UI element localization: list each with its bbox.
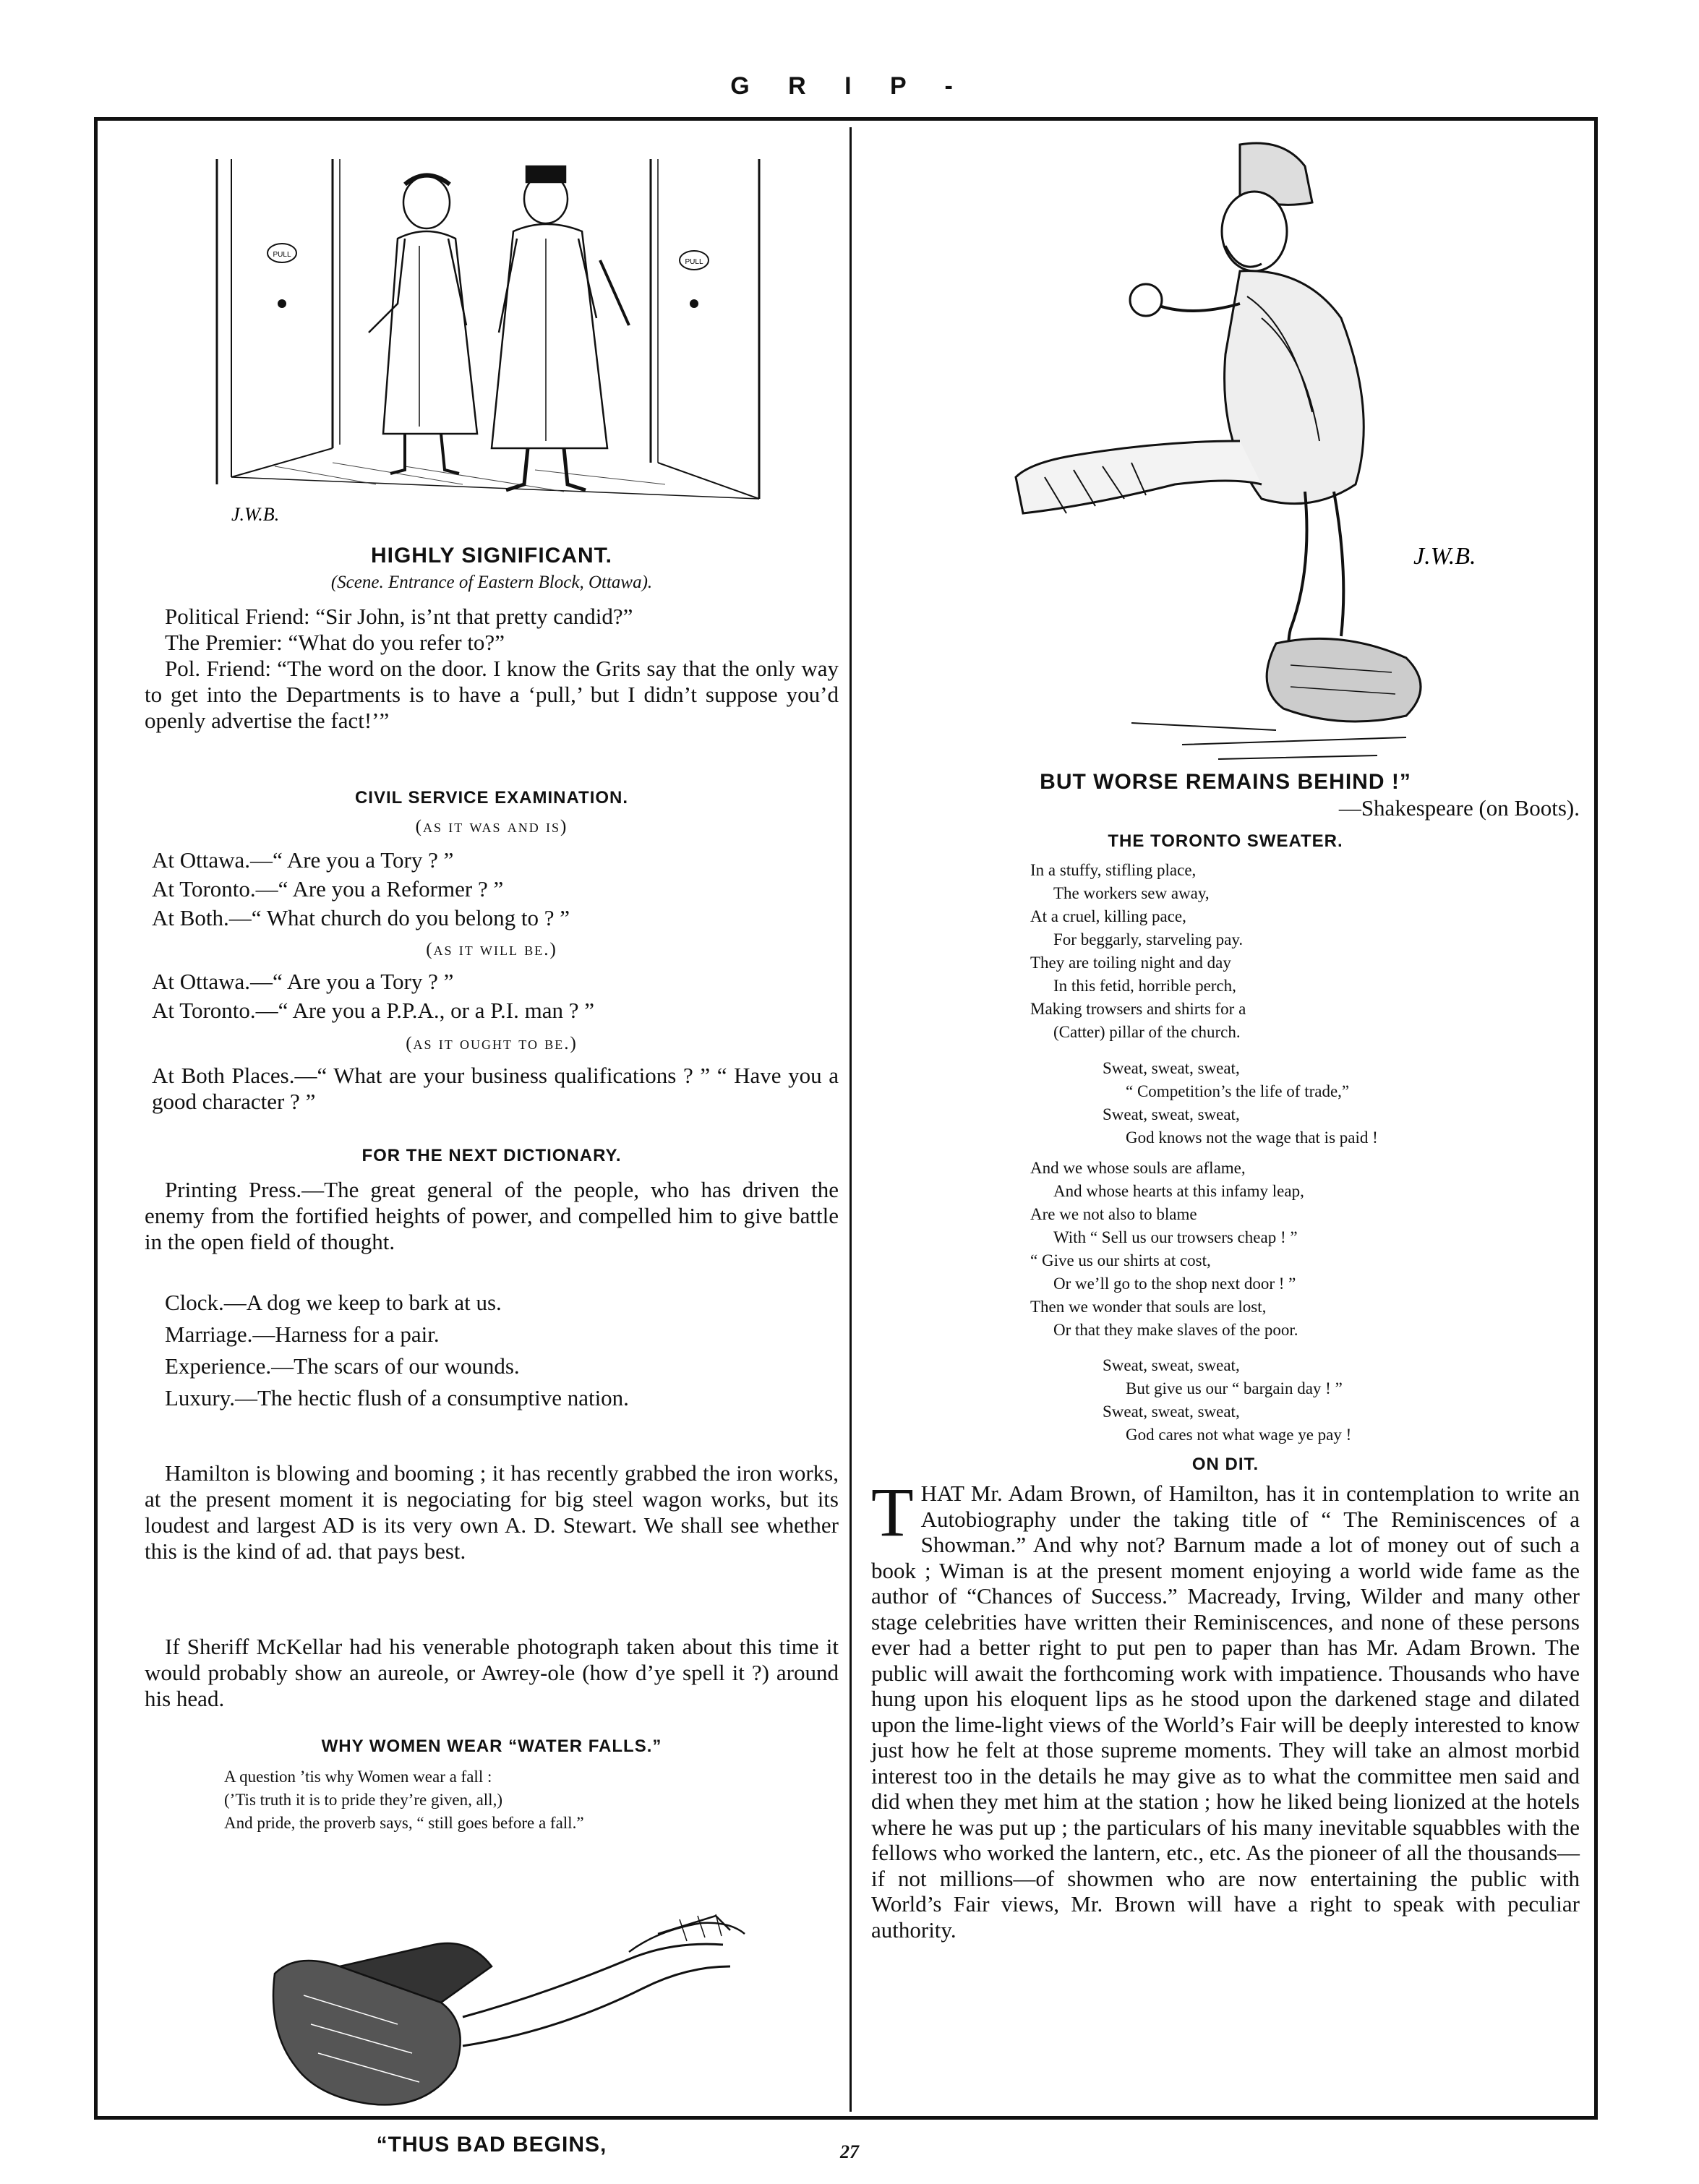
poem-line: God knows not the wage that is paid ! — [1126, 1129, 1378, 1147]
civil-service-block1 — [152, 846, 839, 933]
worse-remains-attribution: —Shakespeare (on Boots). — [1338, 795, 1580, 821]
civil-service-block2 — [152, 967, 839, 1025]
dictionary-entries — [165, 1287, 837, 1414]
dictionary-entry: Marriage.—Harness for a pair. — [165, 1322, 440, 1347]
poem-line: With “ Sell us our trowsers cheap ! ” — [1053, 1228, 1298, 1246]
dictionary-entry: Luxury.—The hectic flush of a consumptive nation. — [165, 1385, 629, 1410]
highly-significant-dialogue — [145, 604, 839, 734]
page-number: 27 — [840, 2141, 859, 2162]
verse-line: A question ’tis why Women wear a fall : — [224, 1768, 492, 1786]
poem-line: “ Competition’s the life of trade,” — [1126, 1082, 1350, 1100]
verse-line: And pride, the proverb says, “ still goes before a fall.” — [224, 1814, 584, 1832]
cartoon-running-tramp — [1001, 137, 1522, 766]
exam-line: At Ottawa.—“ Are you a Tory ? ” — [152, 969, 454, 994]
on-dit-title: ON DIT. — [1191, 1455, 1259, 1474]
masthead: G R I P - — [730, 72, 969, 100]
poem-line: In this fetid, horrible perch, — [1053, 977, 1236, 995]
door-sign-right: PULL — [685, 258, 703, 266]
poem-line: At a cruel, killing pace, — [1030, 907, 1186, 925]
column-divider — [850, 127, 852, 2112]
cartoon1-signature: J.W.B. — [231, 504, 280, 525]
on-dit-body — [871, 1473, 1580, 1943]
poem-line: Sweat, sweat, sweat, — [1103, 1403, 1240, 1421]
poem-line: Making trowsers and shirts for a — [1030, 1000, 1246, 1018]
dialogue-line: The Premier: “What do you refer to?” — [165, 630, 505, 655]
dictionary-printing-press: Printing Press.—The great general of the people, who has driven the enemy from the fortified heights of power, and compelled him to give battle in the open field of thought. — [145, 1177, 839, 1254]
cartoon2-signature: J.W.B. — [1413, 543, 1476, 570]
cartoon-entrance-eastern-block — [188, 145, 781, 535]
dictionary-title: FOR THE NEXT DICTIONARY. — [361, 1146, 622, 1165]
dialogue-line: Political Friend: “Sir John, is’nt that pretty candid?” — [165, 604, 633, 629]
poem-line: Are we not also to blame — [1030, 1205, 1197, 1223]
sweater-stanza-1 — [1030, 859, 1580, 1044]
highly-significant-title: HIGHLY SIGNIFICANT. — [370, 544, 613, 568]
poem-line: Sweat, sweat, sweat, — [1103, 1105, 1240, 1123]
sweater-refrain-2 — [1103, 1354, 1580, 1447]
sheriff-paragraph: If Sheriff McKellar had his venerable photograph taken about this time it would probably show an aureole, or Awrey-ole (how d’ye spell it ?) around his head. — [145, 1634, 839, 1711]
on-dit-text: HAT Mr. Adam Brown, of Hamilton, has it in contemplation to write an Autobiography under the taking title of “ The Reminiscences of a Showman.” And why not? Barnum made a lot of money out of such a book ; Wiman is at the present moment enjoying a world wide fame as the author of “Chances of Success.” Macready, Irving, Wilder and many other stage celebrities have written their Reminiscences, and none of these persons ever had a better right to put pen to paper than has Mr. Adam Brown. The public will await the forthcoming work with impatience. Thousands who have hung upon his eloquent lips as he stood upon the darkened stage and dilated upon the lime-light views of the World’s Fair will be deeply interested to know just how he felt at those supreme moments. They will take an almost morbid interest too in the details he may give as to what the committee men said and did when they met him at the station ; how he liked being lionized at the hotels where he was put up ; the particulars of his many inevitable squabbles with the fellows who worked the lantern, etc., etc. As the pioneer of all the thousands—if not millions—of showmen who are now entertaining the public with World’s Fair views, Mr. Brown will have a right to speak with peculiar authority. — [871, 1481, 1580, 1943]
hamilton-paragraph: Hamilton is blowing and booming ; it has recently grabbed the iron works, at the present moment it is negociating for big steel wagon works, but its loudest and largest AD is its very own A. D. Stewart. We shall see whether this is the kind of ad. that pays best. — [145, 1460, 839, 1564]
verse-line: (’Tis truth it is to pride they’re given, all,) — [224, 1791, 502, 1809]
dialogue-line: Pol. Friend: “The word on the door. I know the Grits say that the only way to get into the Departments is to have a ‘pull,’ but I didn’t suppose you’d openly advertise the fact!’” — [145, 656, 839, 733]
exam-line: At Both.—“ What church do you belong to ? ” — [152, 905, 570, 930]
water-falls-verse — [224, 1765, 831, 1835]
sweater-stanza-2 — [1030, 1157, 1580, 1342]
toronto-sweater-title: THE TORONTO SWEATER. — [1108, 831, 1343, 851]
poem-line: And whose hearts at this infamy leap, — [1053, 1182, 1304, 1200]
poem-line: (Catter) pillar of the church. — [1053, 1023, 1241, 1041]
poem-line: The workers sew away, — [1053, 884, 1210, 902]
civil-service-title: CIVIL SERVICE EXAMINATION. — [354, 788, 629, 808]
civil-service-sub2: (as it will be.) — [426, 940, 557, 959]
exam-line: At Toronto.—“ Are you a P.P.A., or a P.I. man ? ” — [152, 998, 595, 1023]
on-dit-dropcap: T — [871, 1473, 914, 1551]
door-sign-left: PULL — [273, 251, 291, 259]
poem-line: God cares not what wage ye pay ! — [1126, 1426, 1352, 1444]
exam-line: At Ottawa.—“ Are you a Tory ? ” — [152, 847, 454, 873]
civil-service-sub1: (as it was and is) — [415, 817, 568, 836]
poem-line: For beggarly, starveling pay. — [1053, 930, 1244, 948]
poem-line: Sweat, sweat, sweat, — [1103, 1356, 1240, 1374]
poem-line: Or that they make slaves of the poor. — [1053, 1321, 1298, 1339]
thus-bad-begins-caption: “THUS BAD BEGINS, — [376, 2133, 607, 2157]
tramp-drawing — [1001, 137, 1522, 766]
water-falls-title: WHY WOMEN WEAR “WATER FALLS.” — [321, 1737, 662, 1756]
poem-line: Then we wonder that souls are lost, — [1030, 1298, 1267, 1316]
highly-significant-caption: (Scene. Entrance of Eastern Block, Ottawa). — [330, 573, 653, 592]
poem-line: But give us our “ bargain day ! ” — [1126, 1379, 1343, 1397]
dictionary-entry: Clock.—A dog we keep to bark at us. — [165, 1290, 502, 1315]
dictionary-entry: Experience.—The scars of our wounds. — [165, 1353, 520, 1379]
civil-service-sub3: (as it ought to be.) — [406, 1034, 578, 1053]
cartoon-boot-and-hand — [253, 1901, 759, 2133]
worse-remains-title: BUT WORSE REMAINS BEHIND !” — [1040, 770, 1411, 794]
civil-service-block3: At Both Places.—“ What are your business qualifications ? ” “ Have you a good character ? ” — [152, 1063, 839, 1114]
exam-line: At Toronto.—“ Are you a Reformer ? ” — [152, 876, 504, 902]
sweater-refrain-1 — [1103, 1057, 1580, 1149]
boot-drawing — [253, 1901, 759, 2133]
poem-line: And we whose souls are aflame, — [1030, 1159, 1246, 1177]
poem-line: “ Give us our shirts at cost, — [1030, 1251, 1211, 1269]
poem-line: Sweat, sweat, sweat, — [1103, 1059, 1240, 1077]
poem-line: Or we’ll go to the shop next door ! ” — [1053, 1275, 1296, 1293]
poem-line: They are toiling night and day — [1030, 954, 1231, 972]
cartoon-drawing — [188, 145, 781, 535]
poem-line: In a stuffy, stifling place, — [1030, 861, 1197, 879]
